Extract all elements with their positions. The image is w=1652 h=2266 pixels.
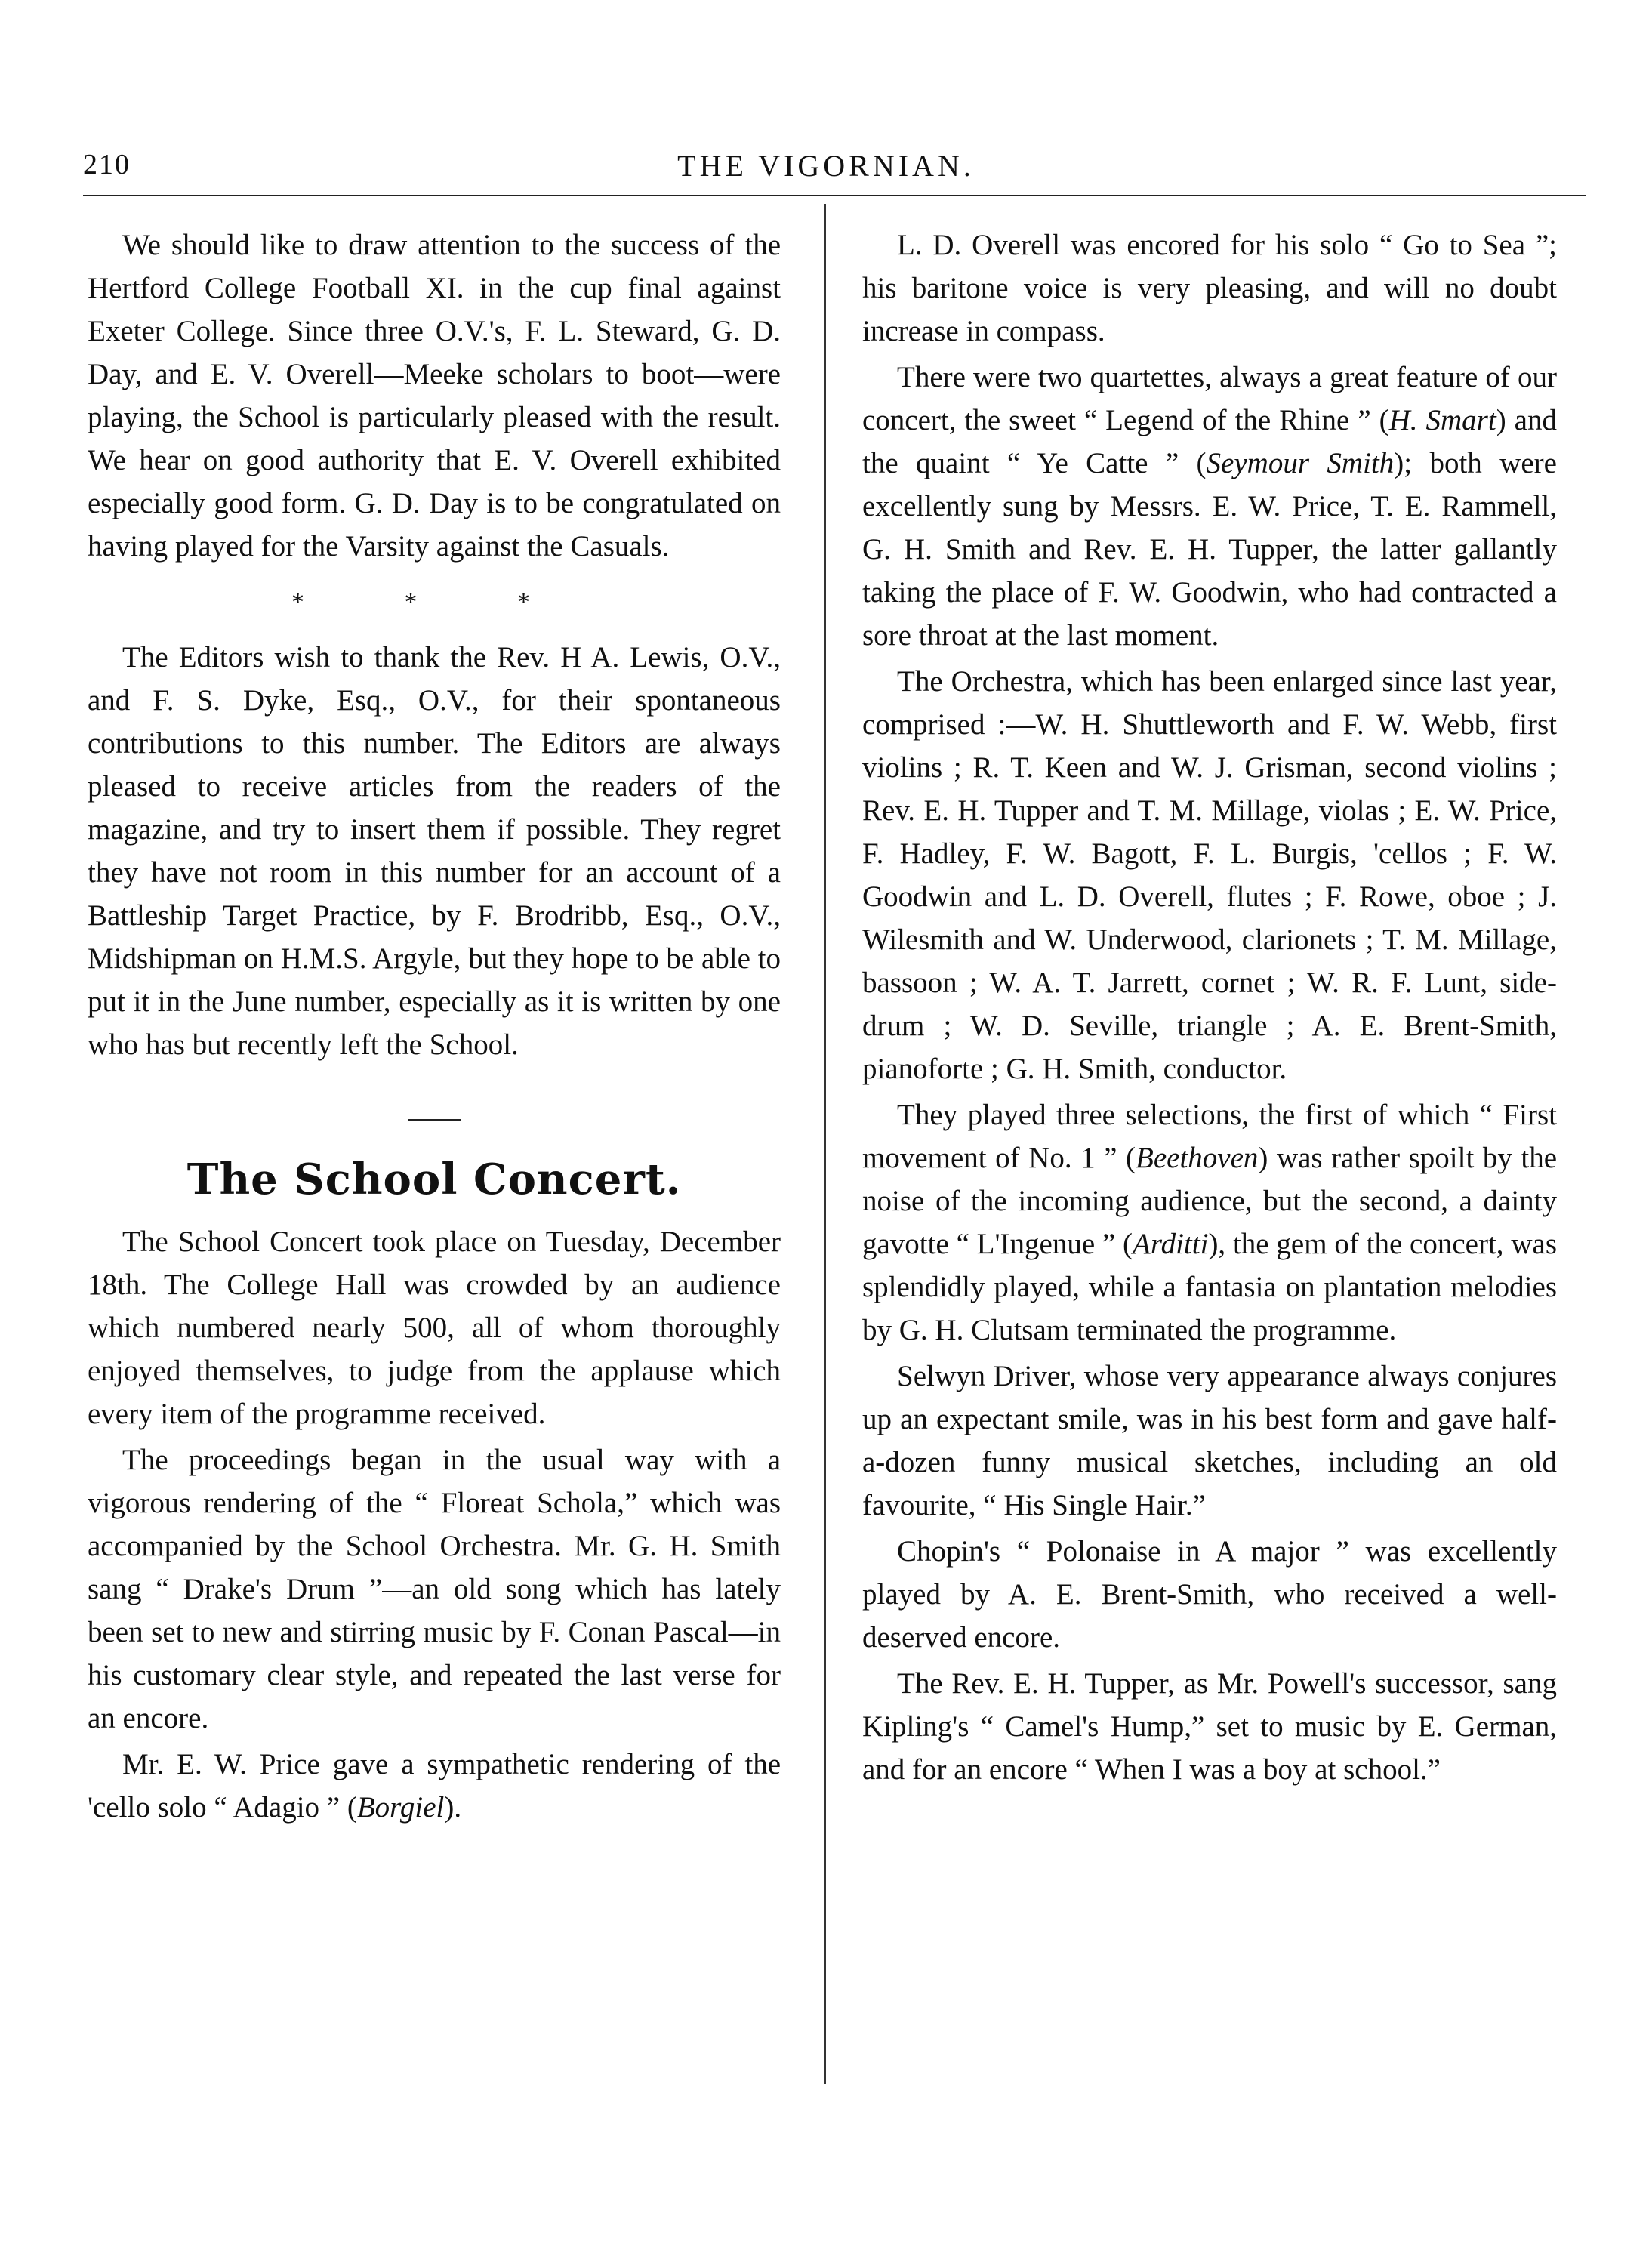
running-title: THE VIGORNIAN. (677, 149, 975, 183)
text-run: They played three selections, the first of which “ First movement of No. 1 ” ( (862, 1099, 1557, 1174)
text-run: ), the gem of the concert, was splendidly played, while a fantasia on plantation melodies by G. H. Clutsam terminated the programme. (862, 1228, 1557, 1346)
text-run: Mr. E. W. Price gave a sympathetic rendering of the 'cello solo “ Adagio ” ( (88, 1748, 781, 1824)
text-run: ) and the quaint “ Ye Catte ” ( (862, 404, 1557, 479)
paragraph-concert-cello (88, 1743, 781, 1829)
paragraph-concert-proceedings: The proceedings began in the usual way with a vigorous rendering of the “ Floreat Schola,” which was accompanied by the School Orchestra. Mr. G. H. Smith sang “ Drake's Drum ”—an old song which has lately been set to new and stirring music by F. Conan Pascal—in his customary clear style, and repeated the last verse for an encore. (88, 1444, 781, 1734)
text-run: ) was rather spoilt by the noise of the incoming audience, but the second, a dainty gavotte “ L'Ingenue ” ( (862, 1142, 1557, 1260)
section-separator: * * * (291, 588, 577, 616)
paragraph-driver: Selwyn Driver, whose very appearance always conjures up an expectant smile, was in his best form and gave half-a-dozen funny musical sketches, including an old favourite, “ His Single Hair.” (862, 1360, 1557, 1521)
paragraph-orchestra: The Orchestra, which has been enlarged since last year, comprised :—W. H. Shuttleworth and F. W. Webb, first violins ; R. T. Keen and W. J. Grisman, second violins ; Rev. E. H. Tupper and T. M. Millage, violas ; E. W. Price, F. Hadley, F. W. Bagott, F. L. Burgis, 'cellos ; F. W. Goodwin and L. D. Overell, flutes ; F. Rowe, oboe ; J. Wilesmith and W. Underwood, clarionets ; T. M. Millage, bassoon ; W. A. T. Jarrett, cornet ; W. R. F. Lunt, side-drum ; W. D. Seville, triangle ; A. E. Brent-Smith, pianoforte ; G. H. Smith, conductor. (862, 665, 1557, 1085)
left-column (88, 224, 781, 1832)
paragraph-quartettes (862, 356, 1557, 657)
italic-composer: H. Smart (1388, 404, 1496, 436)
paragraph-editors: The Editors wish to thank the Rev. H A. Lewis, O.V., and F. S. Dyke, Esq., O.V., for their spontaneous contributions to this number. The Editors are always pleased to receive articles from the readers of the magazine, and try to insert them if possible. They regret they have not room in this number for an account of a Battleship Target Practice, by F. Brodribb, Esq., O.V., Midshipman on H.M.S. Argyle, but they hope to be able to put it in the June number, especially as it is written by one who has but recently left the School. (88, 641, 781, 1061)
text-run: ). (444, 1791, 462, 1824)
italic-composer: Beethoven (1136, 1142, 1259, 1174)
text-run: There were two quartettes, always a great feature of our concert, the sweet “ Legend of the Rhine ” ( (862, 361, 1557, 436)
paragraph-tupper: The Rev. E. H. Tupper, as Mr. Powell's successor, sang Kipling's “ Camel's Hump,” set to music by E. German, and for an encore “ When I was a boy at school.” (862, 1667, 1557, 1786)
italic-composer: Borgiel (356, 1791, 445, 1824)
text-run: ); both were excellently sung by Messrs. E. W. Price, T. E. Rammell, G. H. Smith and Rev. E. H. Tupper, the latter gallantly taking the place of F. W. Goodwin, who had contracted a sore throat at the last moment. (862, 447, 1557, 652)
right-column (862, 224, 1557, 1794)
paragraph-overell: L. D. Overell was encored for his solo “ Go to Sea ”; his baritone voice is very pleasing, and will no doubt increase in compass. (862, 229, 1557, 347)
paragraph-chopin: Chopin's “ Polonaise in A major ” was excellently played by A. E. Brent-Smith, who received a well-deserved encore. (862, 1535, 1557, 1654)
column-divider (824, 204, 826, 2084)
section-heading: The School Concert. (186, 1155, 682, 1204)
paragraph-concert-intro: The School Concert took place on Tuesday, December 18th. The College Hall was crowded by an audience which numbered nearly 500, all of whom thoroughly enjoyed themselves, to judge from the applause which every item of the programme received. (88, 1225, 781, 1430)
italic-composer: Arditti (1133, 1228, 1209, 1260)
page-number: 210 (83, 149, 131, 180)
italic-composer: Seymour Smith (1206, 447, 1395, 479)
paragraph-selections (862, 1093, 1557, 1352)
short-rule (408, 1119, 461, 1121)
header-rule (83, 195, 1586, 196)
paragraph-football: We should like to draw attention to the success of the Hertford College Football XI. in the cup final against Exeter College. Since three O.V.'s, F. L. Steward, G. D. Day, and E. V. Overell—Meeke scholars to boot—were playing, the School is particularly pleased with the result. We hear on good authority that E. V. Overell exhibited especially good form. G. D. Day is to be congratulated on having played for the Varsity against the Casuals. (88, 229, 781, 563)
